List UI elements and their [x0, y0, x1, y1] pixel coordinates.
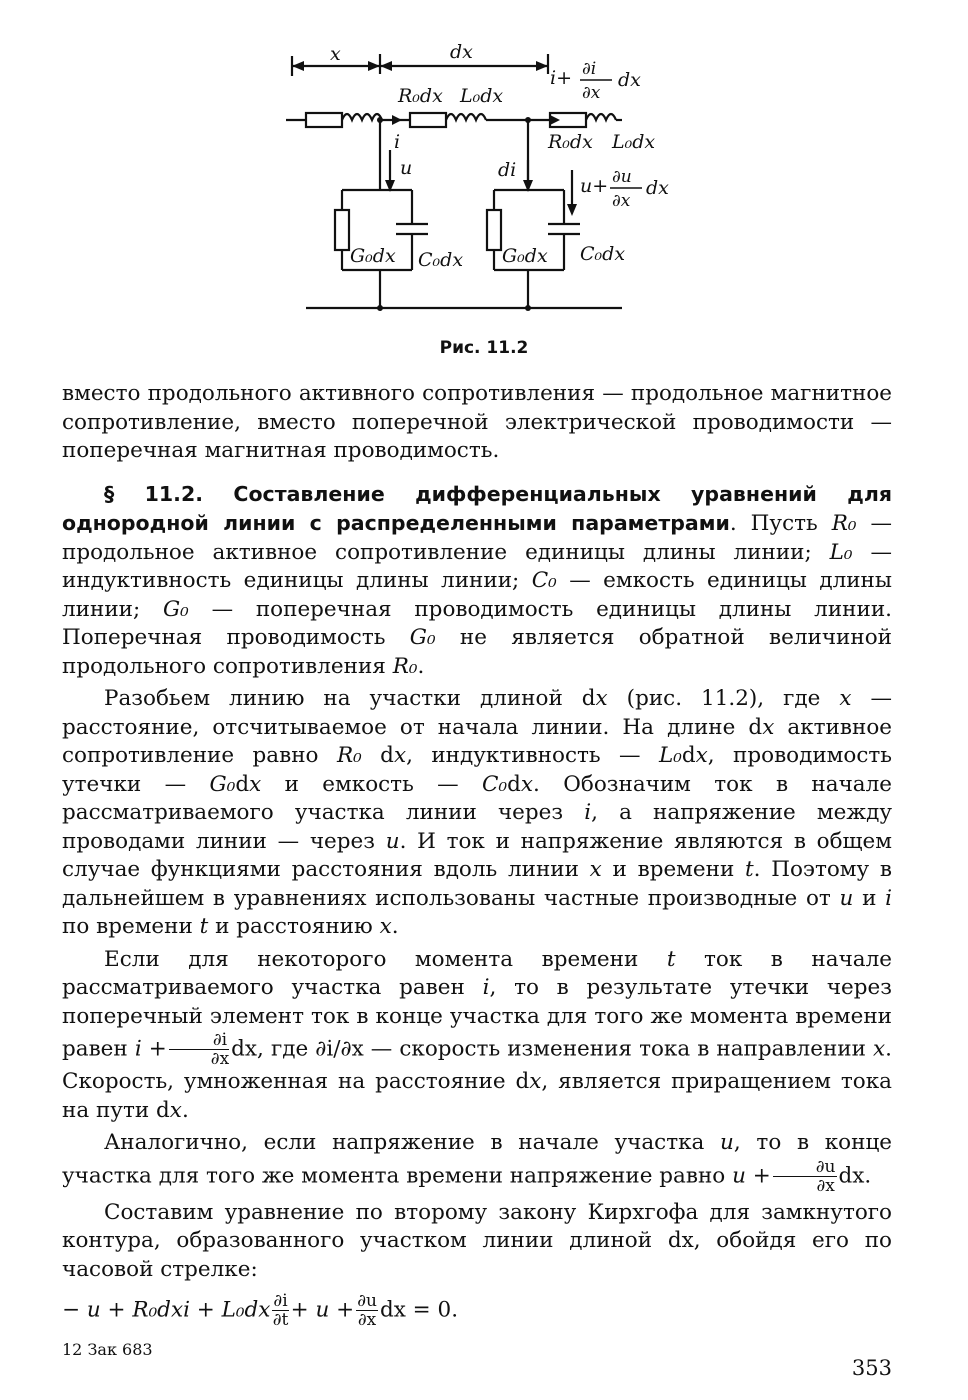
label-c0dx-1: C₀dx	[418, 249, 464, 271]
section-paragraph: § 11.2. Составление дифференциальных уравнений для однородной линии с распределенными параметрами. Пусть R₀ — продольное активное сопротивление единицы длины линии; L₀ — индуктивность единицы длины линии; C₀ — емкость единицы длины линии; G₀ — поперечная проводимость единицы длины линии. Поперечная проводимость G₀ не является обратной величиной продольного сопротивления R₀.	[62, 481, 893, 679]
label-g0dx-1: G₀dx	[350, 245, 396, 267]
label-dx-suffix: dx	[618, 69, 641, 91]
label-di-den: ∂x	[582, 83, 601, 103]
body-text	[62, 380, 892, 1329]
label-di-num: ∂i	[582, 59, 597, 79]
label-di: di	[498, 159, 517, 181]
label-l0dx-2: L₀dx	[612, 131, 656, 153]
label-r0dx-1: R₀dx	[398, 85, 443, 107]
paragraph-5: Аналогично, если напряжение в начале участка u, то в конце участка для того же момента времени напряжение равно u + $\frac{\partial u}{\partial x}$ dx.	[62, 1130, 892, 1196]
label-u: u	[400, 157, 413, 179]
label-r0dx-2: R₀dx	[548, 131, 593, 153]
fraction-di-dt: $\frac{\partial i}{\partial t}$	[272, 1291, 289, 1330]
page-number: 353	[851, 1356, 892, 1380]
label-i-plus: i+	[550, 67, 572, 89]
paragraph-3: Разобьем линию на участки длиной dx (рис. 11.2), где x — расстояние, отсчитываемое от начала линии. На длине dx активное сопротивление равно R₀ dx, индуктивность — L₀dx, проводимость утечки — G₀dx и емкость — C₀dx. Обозначим ток в начале рассматриваемого участка линии через i, а напряжение между проводами линии — через u. И ток и напряжение являются в общем случае функциями расстояния вдоль линии x и времени t. Поэтому в дальнейшем в уравнениях использованы частные производные от u и i по времени t и расстоянию x.	[62, 686, 893, 939]
paragraph-6: Составим уравнение по второму закону Кирхгофа для замкнутого контура, образованного участком линии длиной dx, обойдя его по часовой стрелке:	[62, 1199, 892, 1282]
label-du-den: ∂x	[612, 191, 631, 211]
label-x: x	[330, 43, 341, 65]
circuit-figure	[250, 40, 720, 340]
label-u-plus: u+	[580, 175, 609, 197]
equation: − u + R₀dxi + L₀dx $\frac{\partial i}{\partial t}$ + u + $\frac{\partial u}{\partial x}$ dx = 0.	[62, 1291, 459, 1330]
fraction-du-dx-eq: $\frac{\partial u}{\partial x}$	[357, 1291, 377, 1330]
section-heading: § 11.2. Составление дифференциальных уравнений для однородной линии с распределенными параметрами	[62, 481, 892, 535]
paragraph-4: Если для некоторого момента времени t ток в начале рассматриваемого участка равен i, то в результате утечки через поперечный элемент ток в конце участка для того же момента времени равен i + $\frac{\partial i}{\partial x}$ dx, где ∂i/∂x — скорость изменения тока в направлении x. Скорость, умноженная на расстояние dx, является приращением тока на пути dx.	[62, 946, 892, 1123]
label-dx-suffix2: dx	[646, 177, 669, 199]
fraction-du-dx: $\frac{\partial u}{\partial x}$	[773, 1158, 837, 1195]
label-dx: dx	[450, 41, 473, 63]
label-du-num: ∂u	[612, 167, 632, 187]
figure-caption: Рис. 11.2	[439, 338, 529, 358]
fraction-di-dx: $\frac{\partial i}{\partial x}$	[169, 1031, 229, 1068]
label-c0dx-2: C₀dx	[580, 243, 626, 265]
label-g0dx-2: G₀dx	[502, 245, 548, 267]
paragraph-1: вместо продольного активного сопротивления — продольное магнитное сопротивление, вместо поперечной электрической проводимости — поперечная магнитная проводимость.	[62, 381, 892, 463]
label-i: i	[394, 131, 401, 153]
circuit-diagram	[250, 40, 720, 340]
printer-mark: 12 Зак 683	[62, 1340, 153, 1359]
label-l0dx-1: L₀dx	[460, 85, 504, 107]
